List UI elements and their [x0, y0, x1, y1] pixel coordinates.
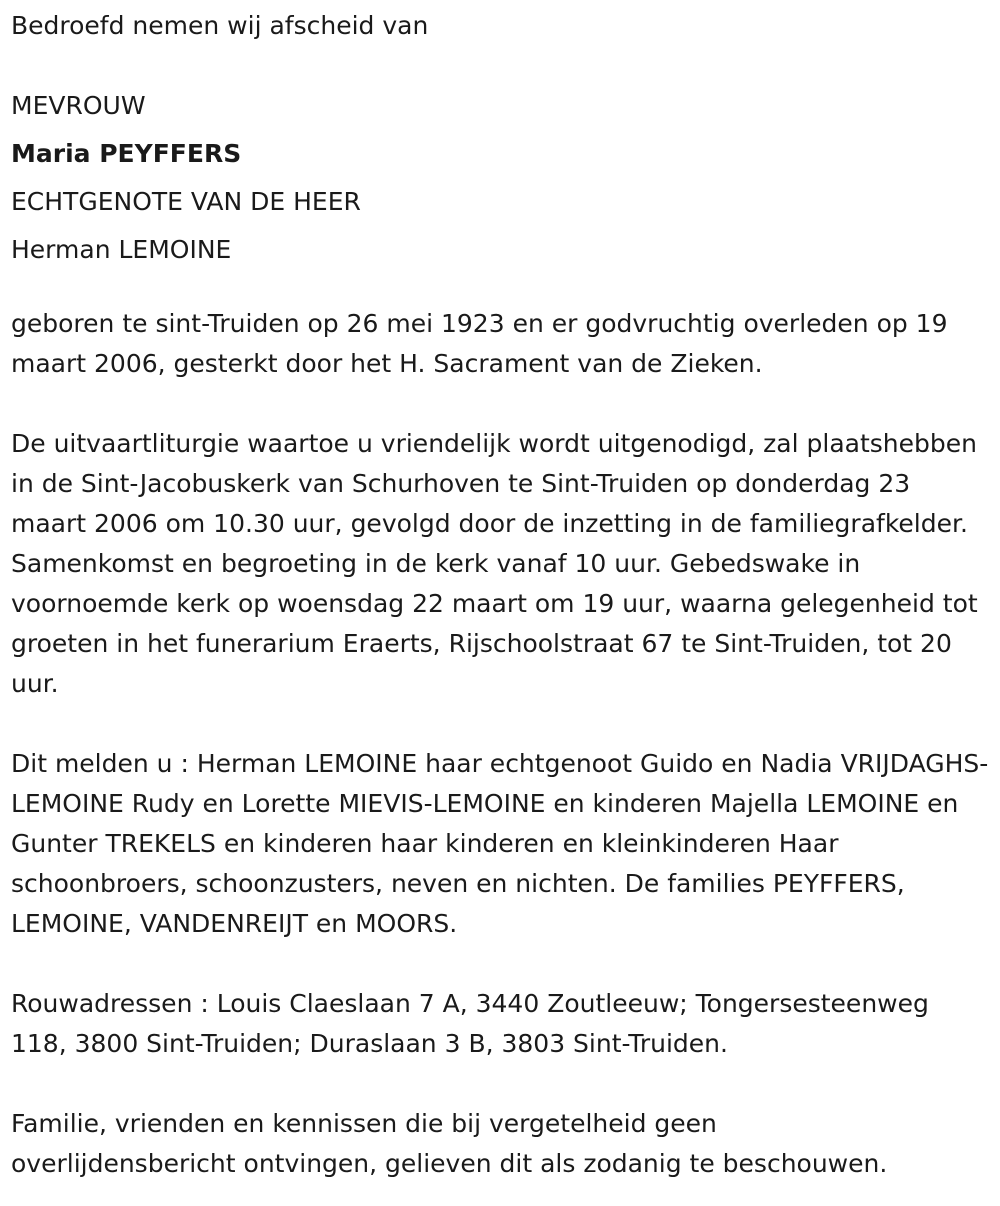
honorific: MEVROUW — [11, 91, 146, 120]
birth-death-paragraph: geboren te sint-Truiden op 26 mei 1923 en er godvruchtig overleden op 19 maart 2006, gesterkt door het H. Sacrament van de Zieken. — [11, 309, 948, 378]
death-notice — [11, 0, 991, 1184]
relation-text: ECHTGENOTE VAN DE HEER — [11, 187, 361, 216]
funeral-paragraph: De uitvaartliturgie waartoe u vriendelijk wordt uitgenodigd, zal plaatshebben in de Sint-Jacobuskerk van Schurhoven te Sint-Truiden op donderdag 23 maart 2006 om 10.30 uur, gevolgd door de inzetting in de familiegrafkelder. Samenkomst en begroeting in de kerk vanaf 10 uur. Gebedswake in voornoemde kerk op woensdag 22 maart om 19 uur, waarna gelegenheid tot groeten in het funerarium Eraerts, Rijschoolstraat 67 te Sint-Truiden, tot 20 uur. — [11, 429, 978, 698]
closing-line-1: Familie, vrienden en kennissen die bij vergetelheid geen — [11, 1109, 717, 1138]
deceased-name: Maria PEYFFERS — [11, 139, 242, 168]
closing-line-2: overlijdensbericht ontvingen, gelieven dit als zodanig te beschouwen. — [11, 1149, 888, 1178]
spouse-name: Herman LEMOINE — [11, 235, 232, 264]
closing-paragraph — [11, 1104, 991, 1184]
intro-text: Bedroefd nemen wij afscheid van — [11, 11, 429, 40]
family-paragraph: Dit melden u : Herman LEMOINE haar echtgenoot Guido en Nadia VRIJDAGHS-LEMOINE Rudy en Lorette MIEVIS-LEMOINE en kinderen Majella LEMOINE en Gunter TREKELS en kinderen haar kinderen en kleinkinderen Haar schoonbroers, schoonzusters, neven en nichten. De families PEYFFERS, LEMOINE, VANDENREIJT en MOORS. — [11, 749, 989, 938]
addresses-paragraph: Rouwadressen : Louis Claeslaan 7 A, 3440 Zoutleeuw; Tongersesteenweg 118, 3800 Sint-Truiden; Duraslaan 3 B, 3803 Sint-Truiden. — [11, 989, 929, 1058]
